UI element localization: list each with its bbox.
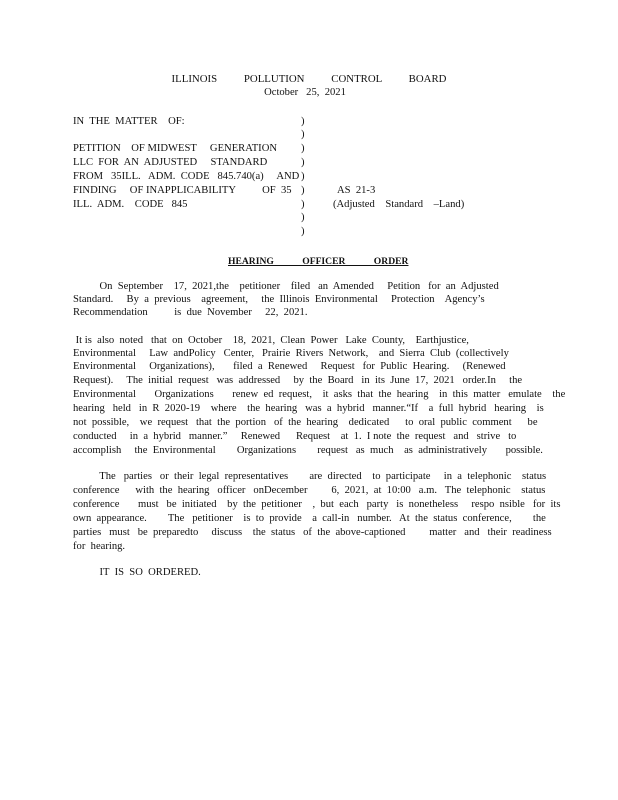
agency-title: ILLINOIS POLLUTION CONTROL BOARD xyxy=(171,73,447,85)
caption-paren: ) xyxy=(301,226,305,237)
paragraph-line: own appearance. The petitioner is to provide a call-in number. At the status conference, the xyxy=(73,513,546,524)
caption-line: FROM 35ILL. ADM. CODE 845.740(a) AND xyxy=(73,171,300,182)
paragraph-line: conference must be initiated by the petitioner , but each party is nonetheless respo nsible for its xyxy=(73,499,561,510)
paragraph-line: Recommendation is due November 22, 2021. xyxy=(73,307,308,318)
case-type: (Adjusted Standard –Land) xyxy=(333,199,465,210)
paragraph-line: Environmental Law andPolicy Center, Prairie Rivers Network, and Sierra Club (collectively xyxy=(73,348,509,359)
order-title: HEARING OFFICER ORDER xyxy=(228,256,409,267)
document-date: October 25, 2021 xyxy=(264,87,346,98)
caption-line: FINDING OF INAPPLICABILITY OF 35 xyxy=(73,185,292,196)
paragraph-line: accomplish the Environmental Organizations request as much as administratively possible. xyxy=(73,445,543,456)
case-number: AS 21-3 xyxy=(337,185,376,196)
caption-paren: ) xyxy=(301,143,305,154)
caption-paren: ) xyxy=(301,157,305,168)
caption-paren: ) xyxy=(301,185,305,196)
caption-paren: ) xyxy=(301,171,305,182)
caption-paren: ) xyxy=(301,199,305,210)
caption-line: IN THE MATTER OF: xyxy=(73,116,185,127)
paragraph-line: for hearing. xyxy=(73,541,126,552)
paragraph-line: conference with the hearing officer onDecember 6, 2021, at 10:00 a.m. The telephonic status xyxy=(73,485,546,496)
caption-paren: ) xyxy=(301,129,305,140)
caption-paren: ) xyxy=(301,116,305,127)
paragraph-line: Environmental Organizations renew ed request, it asks that the hearing in this matter emulate the xyxy=(73,389,566,400)
caption-line: LLC FOR AN ADJUSTED STANDARD xyxy=(73,157,268,168)
closing-statement: IT IS SO ORDERED. xyxy=(73,567,201,578)
paragraph-line: On September 17, 2021,the petitioner filed an Amended Petition for an Adjusted xyxy=(73,281,499,292)
paragraph-line: It is also noted that on October 18, 2021, Clean Power Lake County, Earthjustice, xyxy=(73,335,469,346)
paragraph-line: Standard. By a previous agreement, the Illinois Environmental Protection Agency’s xyxy=(73,294,485,305)
caption-line: PETITION OF MIDWEST GENERATION xyxy=(73,143,278,154)
paragraph-line: Request). The initial request was addressed by the Board in its June 17, 2021 order.In the xyxy=(73,375,523,386)
paragraph-line: not possible, we request that the portion of the hearing dedicated to oral public comment be xyxy=(73,417,538,428)
paragraph-line: The parties or their legal representatives are directed to participate in a telephonic status xyxy=(73,471,547,482)
caption-line: ILL. ADM. CODE 845 xyxy=(73,199,188,210)
paragraph-line: parties must be preparedto discuss the status of the above-captioned matter and their readiness xyxy=(73,527,552,538)
caption-paren: ) xyxy=(301,212,305,223)
paragraph-line: conducted in a hybrid manner.” Renewed Request at 1. I note the request and strive to xyxy=(73,431,517,442)
paragraph-line: Environmental Organizations), filed a Renewed Request for Public Hearing. (Renewed xyxy=(73,361,506,372)
paragraph-line: hearing held in R 2020-19 where the hearing was a hybrid manner.“If a full hybrid hearing is xyxy=(73,403,544,414)
